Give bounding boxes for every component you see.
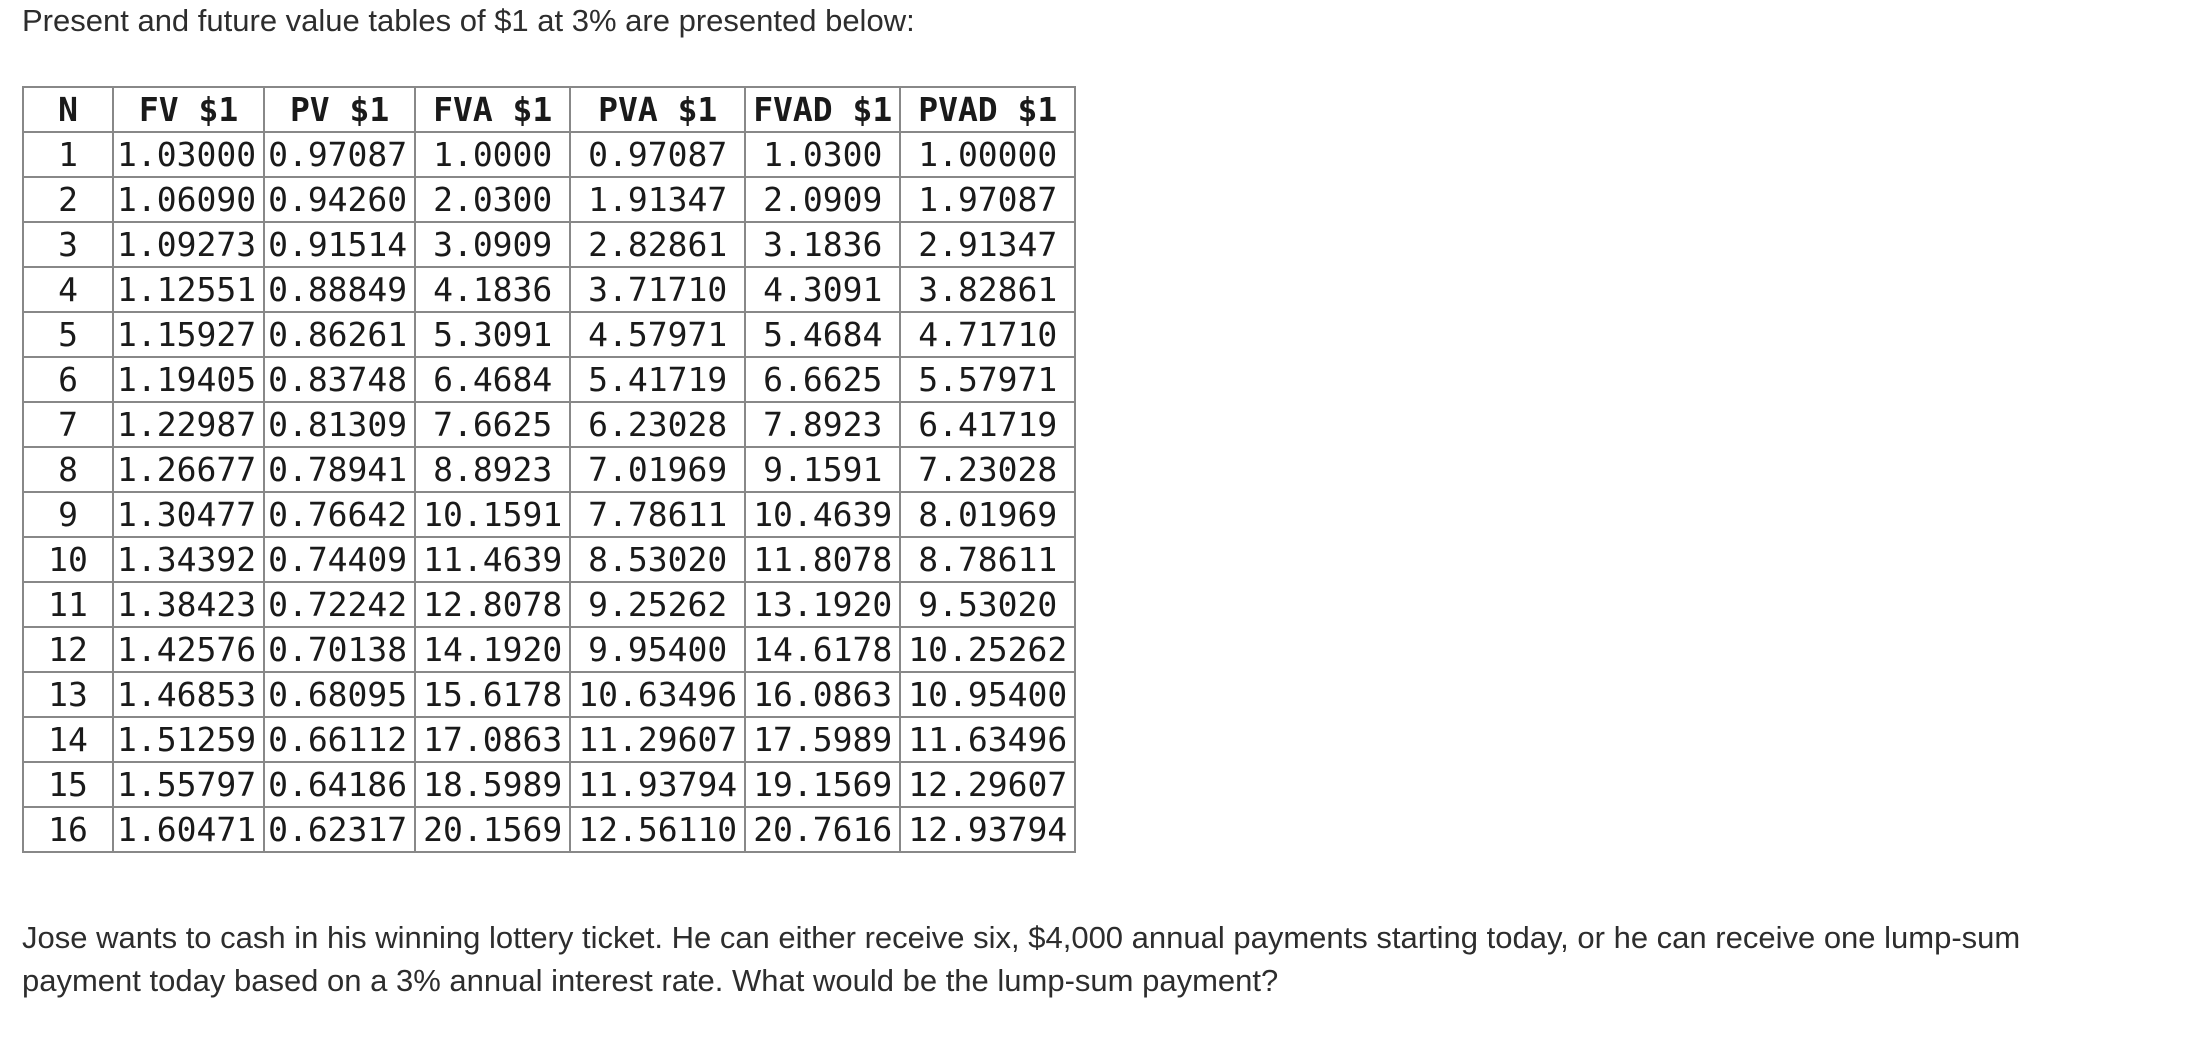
cell-pv: 0.94260 — [264, 177, 415, 222]
intro-text: Present and future value tables of $1 at 3% are presented below: — [22, 3, 915, 38]
table-row — [23, 312, 1075, 357]
cell-fvad: 3.1836 — [745, 222, 900, 267]
cell-pvad: 10.25262 — [900, 627, 1075, 672]
cell-fvad: 17.5989 — [745, 717, 900, 762]
cell-fv: 1.12551 — [113, 267, 264, 312]
cell-n: 14 — [23, 717, 113, 762]
cell-pva: 9.25262 — [570, 582, 745, 627]
cell-fvad: 20.7616 — [745, 807, 900, 852]
header-fvad: FVAD $1 — [745, 87, 900, 132]
cell-fvad: 6.6625 — [745, 357, 900, 402]
cell-fv: 1.15927 — [113, 312, 264, 357]
cell-fv: 1.34392 — [113, 537, 264, 582]
table-row — [23, 717, 1075, 762]
cell-pv: 0.66112 — [264, 717, 415, 762]
cell-pva: 1.91347 — [570, 177, 745, 222]
cell-pvad: 1.00000 — [900, 132, 1075, 177]
cell-pvad: 7.23028 — [900, 447, 1075, 492]
cell-pvad: 12.93794 — [900, 807, 1075, 852]
header-fva: FVA $1 — [415, 87, 570, 132]
cell-fva: 15.6178 — [415, 672, 570, 717]
cell-fva: 5.3091 — [415, 312, 570, 357]
cell-pv: 0.81309 — [264, 402, 415, 447]
cell-pv: 0.83748 — [264, 357, 415, 402]
cell-fvad: 7.8923 — [745, 402, 900, 447]
header-pvad: PVAD $1 — [900, 87, 1075, 132]
cell-fv: 1.09273 — [113, 222, 264, 267]
question-text: Jose wants to cash in his winning lottery ticket. He can either receive six, $4,000 annual payments starting today, or he can receive one lump-sum payment today based on a 3% annual interest rate. What would be the lump-sum payment? — [22, 920, 2021, 998]
cell-n: 3 — [23, 222, 113, 267]
cell-pva: 2.82861 — [570, 222, 745, 267]
table-row — [23, 402, 1075, 447]
cell-pva: 12.56110 — [570, 807, 745, 852]
cell-pv: 0.76642 — [264, 492, 415, 537]
cell-n: 7 — [23, 402, 113, 447]
cell-fva: 4.1836 — [415, 267, 570, 312]
cell-n: 12 — [23, 627, 113, 672]
cell-n: 13 — [23, 672, 113, 717]
cell-pva: 9.95400 — [570, 627, 745, 672]
cell-pv: 0.64186 — [264, 762, 415, 807]
cell-pv: 0.86261 — [264, 312, 415, 357]
cell-fv: 1.19405 — [113, 357, 264, 402]
cell-pvad: 6.41719 — [900, 402, 1075, 447]
cell-pv: 0.62317 — [264, 807, 415, 852]
header-pva: PVA $1 — [570, 87, 745, 132]
cell-pva: 7.78611 — [570, 492, 745, 537]
cell-n: 4 — [23, 267, 113, 312]
cell-n: 6 — [23, 357, 113, 402]
cell-n: 9 — [23, 492, 113, 537]
cell-fva: 18.5989 — [415, 762, 570, 807]
cell-pva: 5.41719 — [570, 357, 745, 402]
cell-fv: 1.03000 — [113, 132, 264, 177]
cell-fv: 1.22987 — [113, 402, 264, 447]
cell-fv: 1.60471 — [113, 807, 264, 852]
cell-n: 5 — [23, 312, 113, 357]
table-header-row — [23, 87, 1075, 132]
cell-pvad: 12.29607 — [900, 762, 1075, 807]
cell-fv: 1.26677 — [113, 447, 264, 492]
cell-pvad: 3.82861 — [900, 267, 1075, 312]
present-future-value-table — [22, 86, 1076, 853]
cell-pvad: 2.91347 — [900, 222, 1075, 267]
cell-pvad: 11.63496 — [900, 717, 1075, 762]
cell-pva: 7.01969 — [570, 447, 745, 492]
cell-fvad: 11.8078 — [745, 537, 900, 582]
cell-pvad: 8.78611 — [900, 537, 1075, 582]
cell-pv: 0.97087 — [264, 132, 415, 177]
cell-pva: 3.71710 — [570, 267, 745, 312]
cell-fv: 1.38423 — [113, 582, 264, 627]
cell-pvad: 4.71710 — [900, 312, 1075, 357]
cell-fva: 6.4684 — [415, 357, 570, 402]
cell-fvad: 4.3091 — [745, 267, 900, 312]
cell-n: 15 — [23, 762, 113, 807]
cell-fva: 12.8078 — [415, 582, 570, 627]
table-row — [23, 267, 1075, 312]
cell-pv: 0.68095 — [264, 672, 415, 717]
cell-pva: 8.53020 — [570, 537, 745, 582]
header-fv: FV $1 — [113, 87, 264, 132]
cell-fvad: 14.6178 — [745, 627, 900, 672]
cell-fvad: 9.1591 — [745, 447, 900, 492]
cell-fv: 1.42576 — [113, 627, 264, 672]
cell-pv: 0.78941 — [264, 447, 415, 492]
cell-fva: 1.0000 — [415, 132, 570, 177]
cell-pva: 0.97087 — [570, 132, 745, 177]
table-row — [23, 582, 1075, 627]
cell-fvad: 5.4684 — [745, 312, 900, 357]
cell-n: 16 — [23, 807, 113, 852]
cell-fv: 1.55797 — [113, 762, 264, 807]
cell-pv: 0.88849 — [264, 267, 415, 312]
cell-fvad: 19.1569 — [745, 762, 900, 807]
header-pv: PV $1 — [264, 87, 415, 132]
cell-pvad: 8.01969 — [900, 492, 1075, 537]
cell-n: 8 — [23, 447, 113, 492]
cell-fvad: 1.0300 — [745, 132, 900, 177]
cell-pv: 0.91514 — [264, 222, 415, 267]
cell-pva: 4.57971 — [570, 312, 745, 357]
cell-pvad: 5.57971 — [900, 357, 1075, 402]
cell-pva: 11.93794 — [570, 762, 745, 807]
cell-pvad: 10.95400 — [900, 672, 1075, 717]
cell-fv: 1.06090 — [113, 177, 264, 222]
cell-fva: 17.0863 — [415, 717, 570, 762]
cell-n: 10 — [23, 537, 113, 582]
cell-pv: 0.74409 — [264, 537, 415, 582]
cell-fva: 11.4639 — [415, 537, 570, 582]
cell-fva: 3.0909 — [415, 222, 570, 267]
table-row — [23, 357, 1075, 402]
cell-n: 2 — [23, 177, 113, 222]
cell-fv: 1.51259 — [113, 717, 264, 762]
cell-fvad: 10.4639 — [745, 492, 900, 537]
cell-pva: 11.29607 — [570, 717, 745, 762]
table-row — [23, 627, 1075, 672]
table-row — [23, 762, 1075, 807]
table-row — [23, 672, 1075, 717]
cell-fva: 14.1920 — [415, 627, 570, 672]
header-n: N — [23, 87, 113, 132]
cell-pv: 0.70138 — [264, 627, 415, 672]
table-row — [23, 537, 1075, 582]
table-row — [23, 132, 1075, 177]
cell-n: 1 — [23, 132, 113, 177]
cell-pva: 10.63496 — [570, 672, 745, 717]
value-table-container — [22, 86, 1076, 853]
cell-fva: 7.6625 — [415, 402, 570, 447]
cell-fvad: 2.0909 — [745, 177, 900, 222]
cell-fva: 20.1569 — [415, 807, 570, 852]
cell-pv: 0.72242 — [264, 582, 415, 627]
table-row — [23, 222, 1075, 267]
cell-fvad: 13.1920 — [745, 582, 900, 627]
cell-fva: 8.8923 — [415, 447, 570, 492]
table-row — [23, 807, 1075, 852]
cell-fv: 1.46853 — [113, 672, 264, 717]
cell-pvad: 9.53020 — [900, 582, 1075, 627]
cell-fvad: 16.0863 — [745, 672, 900, 717]
cell-pvad: 1.97087 — [900, 177, 1075, 222]
cell-fv: 1.30477 — [113, 492, 264, 537]
table-row — [23, 177, 1075, 222]
cell-fva: 2.0300 — [415, 177, 570, 222]
cell-pva: 6.23028 — [570, 402, 745, 447]
cell-n: 11 — [23, 582, 113, 627]
table-row — [23, 447, 1075, 492]
cell-fva: 10.1591 — [415, 492, 570, 537]
table-body — [23, 132, 1075, 852]
table-row — [23, 492, 1075, 537]
